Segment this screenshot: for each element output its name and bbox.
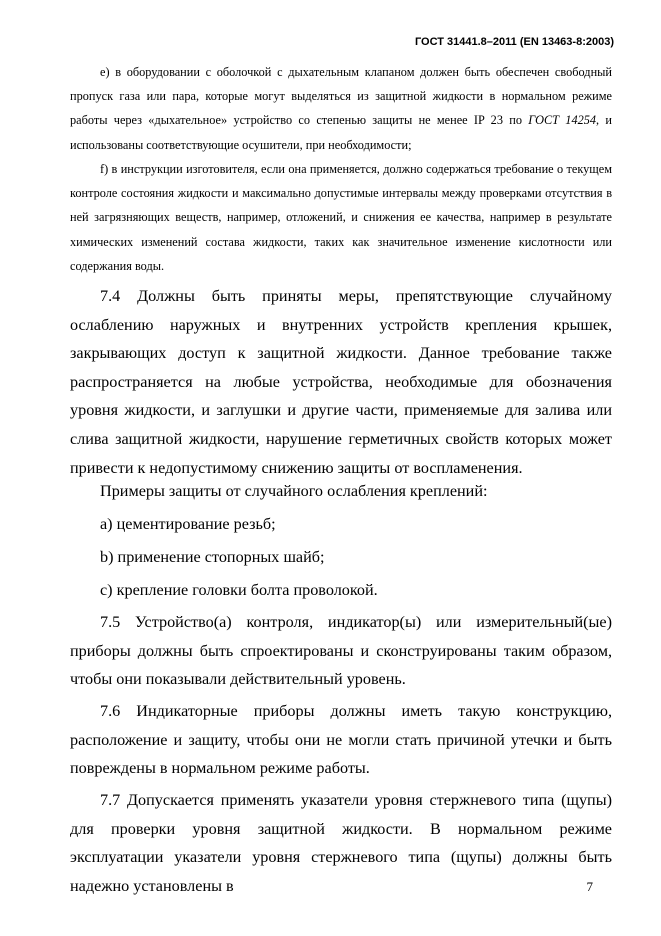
clause-7-5: 7.5 Устройство(а) контроля, индикатор(ы) или измерительный(ые) приборы должны быть спроектированы и сконструированы таким образом, чтобы они показывали действительный уровень. (70, 613, 612, 689)
paragraph-item-f: f) в инструкции изготовителя, если она применяется, должно содержаться требование о текущем контроле состояния жидкости и максимально допустимые интервалы между проверками отсутствия в ней загрязняющих веществ, например, отложений, и снижения ее качества, например в результате химических изменений состава жидкости, таких как значительное изменение кислотности или содержания воды. (70, 162, 612, 273)
example-item-b: b) применение стопорных шайб; (100, 548, 325, 566)
clause-7-7: 7.7 Допускается применять указатели уровня стержневого типа (щупы) для проверки уровня защитной жидкости. В нормальном режиме эксплуатации указатели уровня стержневого типа (щупы) должны быть надежно установлены в (70, 791, 612, 895)
paragraph-item-e (70, 60, 612, 157)
clause-7-4: 7.4 Должны быть приняты меры, препятствующие случайному ослаблению наружных и внутренних устройств крепления крышек, закрывающих доступ к защитной жидкости. Данное требование также распространяется на любые устройства, необходимые для обозначения уровня жидкости, и заглушки и другие части, применяемые для залива или слива защитной жидкости, нарушение герметичных свойств которых может привести к недопустимому снижению защиты от воспламенения. (70, 287, 612, 477)
examples-intro: Примеры защиты от случайного ослабления креплений: (100, 482, 488, 500)
paragraph-item-e-text: е) в оборудовании с оболочкой с дыхательным клапаном должен быть обеспечен свободный пропуск газа или пара, которые могут выделяться из защитной жидкости в нормальном режиме работы через «дыхательное» устройство со степенью защиты не менее IP 23 по (70, 65, 612, 128)
paragraph-item-e-end: , и использованы соответствующие осушители, при необходимости; (70, 113, 612, 152)
example-item-c: с) крепление головки болта проволокой. (100, 581, 378, 599)
document-header: ГОСТ 31441.8–2011 (EN 13463-8:2003) (414, 36, 614, 48)
standard-reference: ГОСТ 14254 (528, 113, 597, 128)
page-number: 7 (586, 879, 593, 894)
clause-7-6: 7.6 Индикаторные приборы должны иметь такую конструкцию, расположение и защиту, чтобы они не могли стать причиной утечки и быть повреждены в нормальном режиме работы. (70, 702, 612, 778)
example-item-a: а) цементирование резьб; (100, 515, 276, 533)
